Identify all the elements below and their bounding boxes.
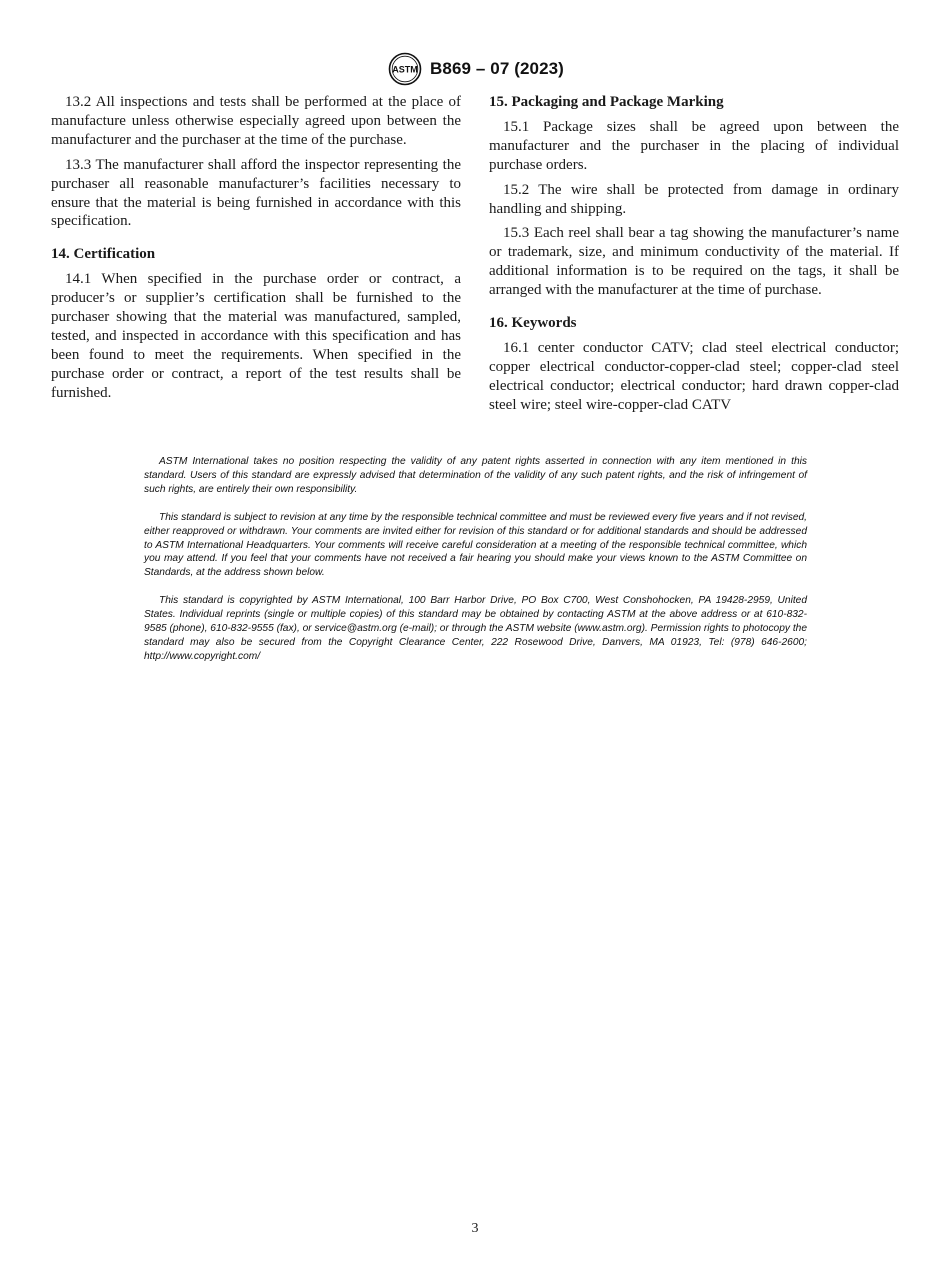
left-column: [51, 93, 461, 409]
section-heading-packaging: 15. Packaging and Package Marking: [489, 94, 724, 110]
page-header: [0, 52, 950, 86]
paragraph-13-2: 13.2 All inspections and tests shall be performed at the place of manufacture unless otherwise especially agreed upon between the manufacturer and the purchaser at the time of the purchase.: [51, 94, 461, 148]
revision-notice: This standard is subject to revision at any time by the responsible technical committee and must be reviewed every five years and if not revised, either reapproved or withdrawn. Your comments are invited either for revision of this standard or for additional standards and should be addressed to ASTM International Headquarters. Your comments will receive careful consideration at a meeting of the responsible technical committee, which you may attend. If you feel that your comments have not received a fair hearing you should make your views known to the ASTM Committee on Standards, at the address shown below.: [144, 511, 807, 579]
legal-notices: [144, 455, 807, 678]
logo-text: ASTM: [392, 64, 418, 75]
copyright-notice: This standard is copyrighted by ASTM International, 100 Barr Harbor Drive, PO Box C700, West Conshohocken, PA 19428-2959, United States. Individual reprints (single or multiple copies) of this standard may be obtained by contacting ASTM at the above address or at 610-832-9585 (phone), 610-832-9555 (fax), or service@astm.org (e-mail); or through the ASTM website (www.astm.org). Permission rights to photocopy the standard may also be secured from the Copyright Clearance Center, 222 Rosewood Drive, Danvers, MA 01923, Tel: (978) 646-2600; http://www.copyright.com/: [144, 595, 807, 662]
paragraph-14-1: 14.1 When specified in the purchase order or contract, a producer’s or supplier’s certification shall be furnished to the purchaser showing that the material was manufactured, sampled, tested, and inspected in accordance with this specification and has been found to meet the requirements. When specified in the purchase order or contract, a report of the test results shall be furnished.: [51, 271, 461, 401]
page-number: 3: [471, 1221, 479, 1236]
patent-notice: ASTM International takes no position respecting the validity of any patent rights asserted in connection with any item mentioned in this standard. Users of this standard are expressly advised that determination of the validity of any such patent rights, and the risk of infringement of such rights, are entirely their own responsibility.: [144, 456, 807, 495]
paragraph-16-1: 16.1 center conductor CATV; clad steel electrical conductor; copper electrical conductor-copper-clad steel; copper-clad steel electrical conductor; electrical conductor; hard drawn copper-clad steel wire; steel wire-copper-clad CATV: [489, 339, 899, 413]
standard-designation: B869 – 07 (2023): [430, 59, 564, 78]
paragraph-13-3: 13.3 The manufacturer shall afford the inspector representing the purchaser all reasonable manufacturer’s facilities necessary to ensure that the material is being furnished in accordance with this specification.: [51, 156, 461, 230]
paragraph-15-3: 15.3 Each reel shall bear a tag showing the manufacturer’s name or trademark, size, and minimum conductivity of the material. If additional information is to be required on the tags, it shall be arranged with the manufacturer at the time of purchase.: [489, 225, 899, 299]
right-column: [489, 93, 899, 421]
astm-logo-icon: [386, 52, 424, 86]
paragraph-15-1: 15.1 Package sizes shall be agreed upon between the manufacturer and the purchaser in the placing of individual purchase orders.: [489, 118, 899, 173]
section-heading-certification: 14. Certification: [51, 246, 156, 263]
section-heading-keywords: 16. Keywords: [489, 315, 577, 332]
paragraph-15-2: 15.2 The wire shall be protected from damage in ordinary handling and shipping.: [489, 181, 899, 217]
